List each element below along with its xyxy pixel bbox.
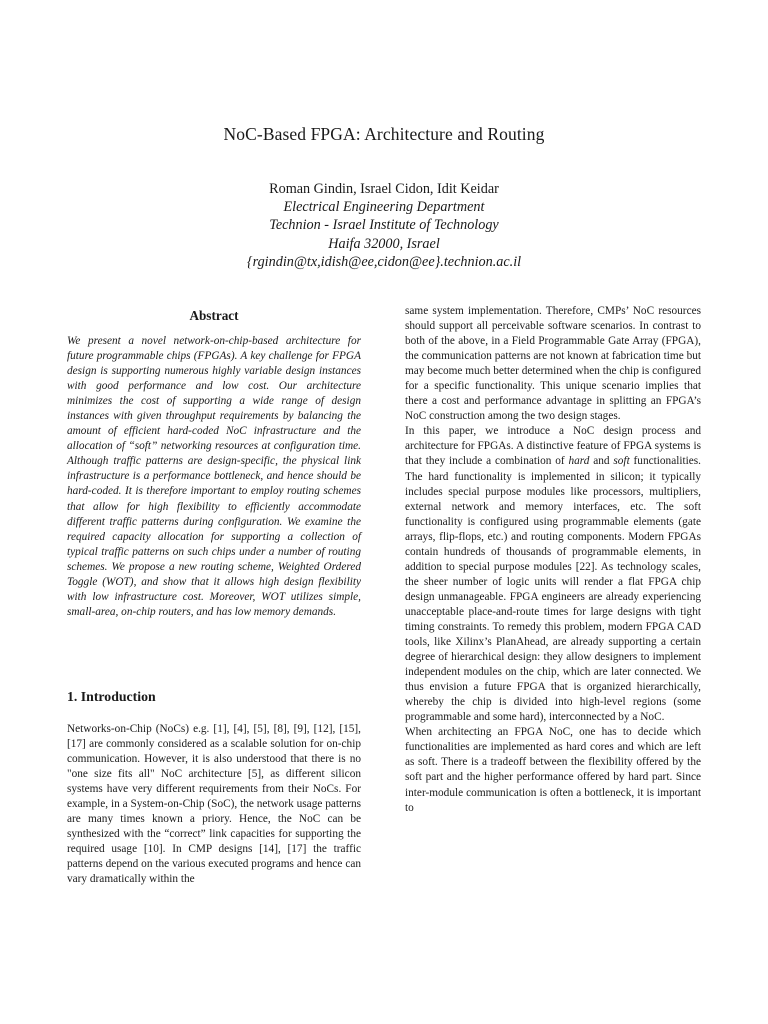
p2-part-b: and — [589, 455, 614, 468]
author-city: Haifa 32000, Israel — [328, 235, 440, 252]
right-paragraph-3: When architecting an FPGA NoC, one has to decide which functionalities are implemented as hard cores and which are left as soft. There is a tradeoff between the flexibility offered by the soft part and the higher performance offered by hard part. Since inter-module communication is often a bottleneck, it is important to — [405, 726, 701, 814]
abstract-paragraph: We present a novel network-on-chip-based architecture for future programmable chips (FPGAs). A key challenge for FPGA design is supporting numerous highly variable design instances with good performance and low cost. Our architecture minimizes the cost of supporting a wide range of design instances with given throughput requirements by balancing the amount of efficient hard-coded NoC infrastructure and the allocation of “soft” networking resources at configuration time. Although traffic patterns are design-specific, the physical link infrastructure is a performance bottleneck, and hence should be hard-coded. It is therefore important to employ routing schemes that allow for high flexibility to efficiently accommodate different traffic patterns during configuration. We examine the required capacity allocation for supporting a collection of typical traffic patterns on such chips under a number of routing schemes. We propose a new routing scheme, Weighted Ordered Toggle (WOT), and show that it allows high design flexibility with low infrastructure cost. Moreover, WOT utilizes simple, small-area, on-chip routers, and has low memory demands. — [67, 335, 361, 618]
right-column-text — [405, 304, 701, 816]
author-emails: {rgindin@tx,idish@ee,cidon@ee}.technion.ac.il — [246, 253, 522, 270]
introduction-heading: 1. Introduction — [67, 689, 156, 704]
abstract-heading: Abstract — [189, 308, 239, 323]
p2-hard-term: hard — [568, 455, 590, 468]
author-institution: Technion - Israel Institute of Technology — [269, 217, 499, 234]
right-paragraph-2 — [405, 424, 701, 725]
paper-title: NoC-Based FPGA: Architecture and Routing — [223, 124, 545, 144]
author-names: Roman Gindin, Israel Cidon, Idit Keidar — [269, 181, 499, 197]
p2-part-a: In this paper, we introduce a NoC design process and architecture for FPGAs. A distinctive feature of FPGA systems is that they include a combination of — [405, 425, 701, 468]
p2-part-c: functionalities. The hard functionality is implemented in silicon; it typically includes special purpose modules like processors, multipliers, external network and memory interfaces, etc. The soft functionality is configured using programmable elements (gate arrays, flip-flops, etc.) and routing components. Modern FPGAs contain hundreds of thousands of programmable elements, in addition to special purpose modules [22]. As technology scales, the sheer number of logic units will render a flat FPGA chip design unmanageable. FPGA engineers are already experiencing unacceptable place-and-route times for large designs with tight timing constraints. To remedy this problem, modern FPGA CAD tools, like Xilinx’s PlanAhead, are already supporting a certain degree of hierarchical design: they allow designers to implement independent modules on the chip, which are later connected. We thus envision a future FPGA that is organized hierarchically, whereby the chip is divided into high-level regions (some programmable and some hard), interconnected by a NoC. — [405, 455, 701, 724]
author-block — [0, 180, 768, 271]
abstract-text — [67, 334, 361, 620]
introduction-paragraph: Networks-on-Chip (NoCs) e.g. [1], [4], [5], [8], [9], [12], [15],[17] are commonly considered as a scalable solution for on-chip communication. However, it is also understood that there is no "one size fits all" NoC architecture [5], as different silicon systems have very different requirements from their NoCs. For example, in a System-on-Chip (SoC), the network usage patterns are many times known a priory. Hence, the NoC can be synthesized with the “correct” link capacities for supporting the required usage [10]. In CMP designs [14], [17] the traffic patterns depend on the various executed programs and hence can vary dramatically within the — [67, 723, 361, 886]
p2-soft-term: soft — [613, 455, 630, 468]
author-department: Electrical Engineering Department — [283, 199, 485, 216]
right-paragraph-1: same system implementation. Therefore, CMPs’ NoC resources should support all perceivable software scenarios. In contrast to both of the above, in a Field Programmable Gate Array (FPGA), the communication patterns are not known at fabrication time but may become much better determined when the chip is configured for a specific functionality. This unique scenario implies that there a cost and performance advantage in splitting an FPGA’s NoC construction among the two design stages. — [405, 305, 701, 423]
introduction-text — [67, 722, 361, 888]
